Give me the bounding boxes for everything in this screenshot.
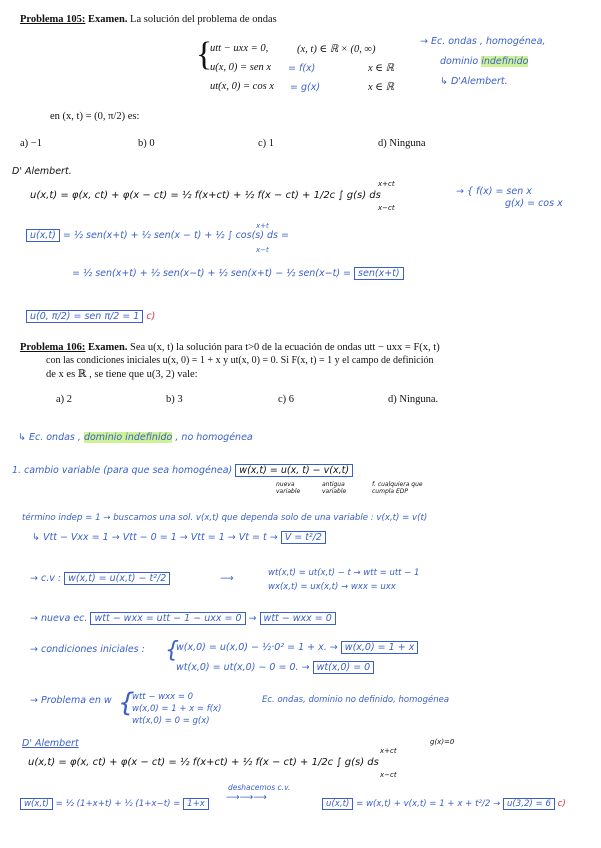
- p106-ci-brace: {: [165, 638, 179, 663]
- p106-pw1: wtt − wxx = 0: [132, 692, 194, 702]
- p105-u-box: u(x,t): [26, 229, 60, 242]
- p106-dalembert-formula: u(x,t) = φ(x, ct) + φ(x − ct) = ½ f(x+ct) + ½ f(x − ct) + 1/2c ∫ g(s) ds: [28, 757, 379, 768]
- p106-step1-box: w(x,t) = u(x, t) − v(x,t): [235, 464, 353, 477]
- p106-ci-label: → condiciones iniciales :: [30, 644, 145, 655]
- p106-opt-c: c) 6: [278, 394, 295, 405]
- p106-int-bot: x−ct: [380, 771, 397, 779]
- p106-neweq-box2: wtt − wxx = 0: [260, 612, 336, 625]
- p106-step3: ↳ Vtt − Vxx = 1 → Vtt − 0 = 1 → Vtt = 1 → Vt = t → V = t²/2: [32, 532, 326, 543]
- p105-eq3-domain: x ∈ ℝ: [368, 82, 394, 93]
- p105-fg-1: → { f(x) = sen x: [456, 186, 532, 197]
- p106-cv-arrow: ⟶: [220, 573, 234, 584]
- p105-statement: La solución del problema de ondas: [130, 14, 277, 25]
- p106-pw2: w(x,0) = 1 + x = f(x): [132, 704, 222, 714]
- p106-pw-brace: {: [118, 688, 135, 718]
- p105-title: [20, 14, 277, 25]
- p105-eq2: u(x, 0) = sen x: [210, 62, 272, 73]
- p105-dalembert-head: D' Alembert.: [12, 166, 72, 177]
- p106-int-top: x+ct: [380, 747, 397, 755]
- p106-neweq-box: wtt − wxx = utt − 1 − uxx = 0: [90, 612, 245, 625]
- p106-line2: con las condiciones iniciales u(x, 0) = 1 + x y ut(x, 0) = 0. Si F(x, t) = 1 y el campo de definición: [46, 355, 434, 366]
- p106-kind: Examen.: [88, 342, 128, 353]
- p105-eq2-domain: x ∈ ℝ: [368, 63, 394, 74]
- p106-type: ↳ Ec. ondas , dominio indefinido , no homogénea: [18, 432, 253, 443]
- p105-kind: Examen.: [88, 14, 128, 25]
- p106-opt-d: d) Ninguna.: [388, 394, 439, 405]
- p106-w-box: w(x,t): [20, 798, 53, 810]
- p106-w-result: 1+x: [183, 798, 209, 810]
- p105-u-result: sen(x+t): [354, 267, 404, 280]
- p105-dalembert-formula: u(x,t) = φ(x, ct) + φ(x − ct) = ½ f(x+ct) + ½ f(x − ct) + 1/2c ∫ g(s) ds: [30, 190, 381, 201]
- p105-eq1-domain: (x, t) ∈ ℝ × (0, ∞): [297, 44, 376, 55]
- p106-lbl-any: f. cualquiera que cumpla EDP: [372, 481, 423, 495]
- p106-step2: término indep = 1 → buscamos una sol. v(x,t) que dependa solo de una variable : v(x,t) = v(t): [22, 513, 428, 523]
- p106-number: Problema 106:: [20, 342, 86, 353]
- p106-dalembert-head: D' Alembert: [22, 738, 79, 749]
- p105-final: [26, 311, 155, 322]
- p106-final-u: u(x,t) = w(x,t) + v(x,t) = 1 + x + t²/2 → u(3,2) = 6 c): [322, 799, 566, 809]
- p106-cv-r2: wx(x,t) = ux(x,t) → wxx = uxx: [268, 582, 396, 592]
- p105-int-bot: x−ct: [378, 204, 395, 212]
- p105-point: en (x, t) = (0, π/2) es:: [50, 111, 140, 122]
- p105-eq2-note: = f(x): [288, 63, 316, 74]
- p105-final-box: u(0, π/2) = sen π/2 = 1: [26, 310, 143, 323]
- p105-note-2: dominio indefinido: [440, 56, 529, 67]
- p105-u-top: x+t: [256, 222, 269, 230]
- p106-neweq: → nueva ec. wtt − wxx = utt − 1 − uxx = 0 → wtt − wxx = 0: [30, 613, 336, 624]
- p106-pw-label: → Problema en w: [30, 695, 112, 706]
- p106-cv-box: w(x,t) = u(x,t) − t²/2: [64, 572, 170, 585]
- p105-u-bot: x−t: [256, 246, 269, 254]
- p106-undo-arrow: ⟶⟶⟶: [226, 792, 267, 803]
- p106-undo-cv: deshacemos c.v.: [228, 783, 291, 792]
- p106-pw3: wt(x,0) = 0 = g(x): [132, 716, 210, 726]
- p106-cv: → c.v : w(x,t) = u(x,t) − t²/2: [30, 573, 170, 584]
- p106-opt-a: a) 2: [56, 394, 73, 405]
- p105-answer: c): [146, 311, 156, 322]
- p105-note-3: ↳ D'Alembert.: [440, 76, 508, 87]
- p106-u-value-box: u(3,2) = 6: [503, 798, 555, 810]
- p106-line1: Problema 106: Examen. Sea u(x, t) la solución para t>0 de la ecuación de ondas utt − uxx = F(x, t): [20, 342, 440, 353]
- p106-opt-b: b) 3: [166, 394, 183, 405]
- p106-cv-r1: wt(x,t) = ut(x,t) − t → wtt = utt − 1: [268, 568, 420, 578]
- p106-highlight: dominio indefinido: [83, 432, 173, 443]
- p105-opt-a: a) −1: [20, 138, 42, 149]
- p106-g-zero: g(x)=0: [430, 738, 455, 746]
- p106-lbl-old: antigua variable: [322, 481, 347, 495]
- p106-step1: 1. cambio variable (para que sea homogénea) w(x,t) = u(x, t) − v(x,t): [12, 465, 353, 476]
- p105-int-top: x+ct: [378, 180, 395, 188]
- p106-v-box: V = t²/2: [281, 531, 326, 544]
- p106-ci1-box: w(x,0) = 1 + x: [341, 641, 419, 654]
- p105-eq1: utt − uxx = 0,: [210, 43, 269, 54]
- p105-opt-d: d) Ninguna: [378, 138, 426, 149]
- p105-u-line2: = ½ sen(x+t) + ½ sen(x−t) + ½ sen(x+t) − ½ sen(x−t) = sen(x+t): [72, 268, 404, 279]
- p106-line3: de x es ℝ , se tiene que u(3, 2) vale:: [46, 369, 198, 380]
- p105-eq3-note: = g(x): [290, 82, 321, 93]
- p106-ci1: w(x,0) = u(x,0) − ½·0² = 1 + x. → w(x,0) = 1 + x: [176, 642, 418, 653]
- p105-brace: {: [196, 36, 213, 73]
- p105-number: Problema 105:: [20, 14, 86, 25]
- p105-u-line1: u(x,t) = ½ sen(x+t) + ½ sen(x − t) + ½ ∫ cos(s) ds =: [26, 230, 289, 241]
- p106-ci2: wt(x,0) = ut(x,0) − 0 = 0. → wt(x,0) = 0: [176, 662, 374, 673]
- p106-answer: c): [557, 799, 566, 809]
- p105-opt-b: b) 0: [138, 138, 155, 149]
- p106-final: w(x,t) = ½ (1+x+t) + ½ (1+x−t) = 1+x: [20, 799, 209, 809]
- p105-note-1: → Ec. ondas , homogénea,: [420, 36, 546, 47]
- p106-lbl-new: nueva variable: [276, 481, 301, 495]
- p105-fg-2: g(x) = cos x: [505, 198, 563, 209]
- p106-u-box: u(x,t): [322, 798, 353, 810]
- p106-ci2-box: wt(x,0) = 0: [313, 661, 375, 674]
- p105-opt-c: c) 1: [258, 138, 275, 149]
- p106-pw-note: Ec. ondas, dominio no definido, homogénea: [262, 695, 450, 705]
- p105-eq3: ut(x, 0) = cos x: [210, 81, 274, 92]
- p105-highlight: indefinido: [481, 56, 529, 67]
